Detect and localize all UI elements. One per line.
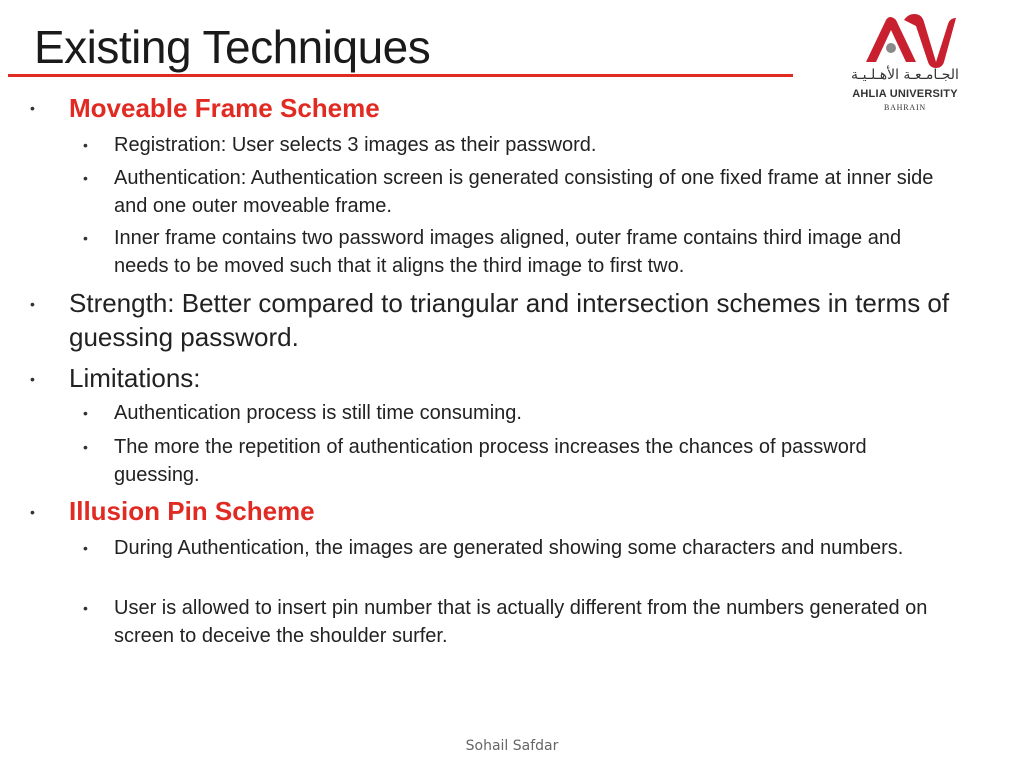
slide-title: Existing Techniques <box>34 21 431 73</box>
limitation-item-time: Authentication process is still time consuming. <box>114 402 522 424</box>
bullet-icon: • <box>83 540 88 556</box>
logo-arabic-name: الجـامـعـة الأهـلـيـة <box>851 67 959 83</box>
limitations-heading: Limitations: <box>69 363 201 393</box>
logo-location: BAHRAIN <box>883 103 927 112</box>
ahlia-emblem-icon <box>838 12 972 68</box>
bullet-icon: • <box>83 405 88 421</box>
bullet-icon: • <box>30 504 35 520</box>
bullet-icon: • <box>83 137 88 153</box>
limitation-item-repetition: The more the repetition of authentication process increases the chances of password guessing. <box>114 436 867 486</box>
bullet-icon: • <box>83 600 88 616</box>
moveable-item-inner-frame: Inner frame contains two password images aligned, outer frame contains third image and needs to be moved such that it aligns the third image to first two. <box>114 227 902 277</box>
bullet-icon: • <box>83 170 88 186</box>
illusion-item-images: During Authentication, the images are generated showing some characters and numbers. <box>114 537 904 559</box>
illusion-item-pin: User is allowed to insert pin number that is actually different from the numbers generated on screen to deceive the shoulder surfer. <box>114 597 928 647</box>
strength-text: Strength: Better compared to triangular and intersection schemes in terms of guessing password. <box>69 288 950 352</box>
moveable-item-registration: Registration: User selects 3 images as their password. <box>114 134 597 156</box>
moveable-item-authentication: Authentication: Authentication screen is generated consisting of one fixed frame at inner side and one outer moveable frame. <box>114 167 934 217</box>
title-underline <box>8 74 793 77</box>
bullet-icon: • <box>30 296 35 312</box>
footer-author: Sohail Safdar <box>465 738 559 754</box>
bullet-icon: • <box>30 371 35 387</box>
bullet-icon: • <box>83 230 88 246</box>
moveable-heading: Moveable Frame Scheme <box>69 93 380 123</box>
bullet-icon: • <box>83 439 88 455</box>
logo-english-name: AHLIA UNIVERSITY <box>852 88 958 100</box>
bullet-icon: • <box>30 100 35 116</box>
illusion-heading: Illusion Pin Scheme <box>69 496 315 526</box>
